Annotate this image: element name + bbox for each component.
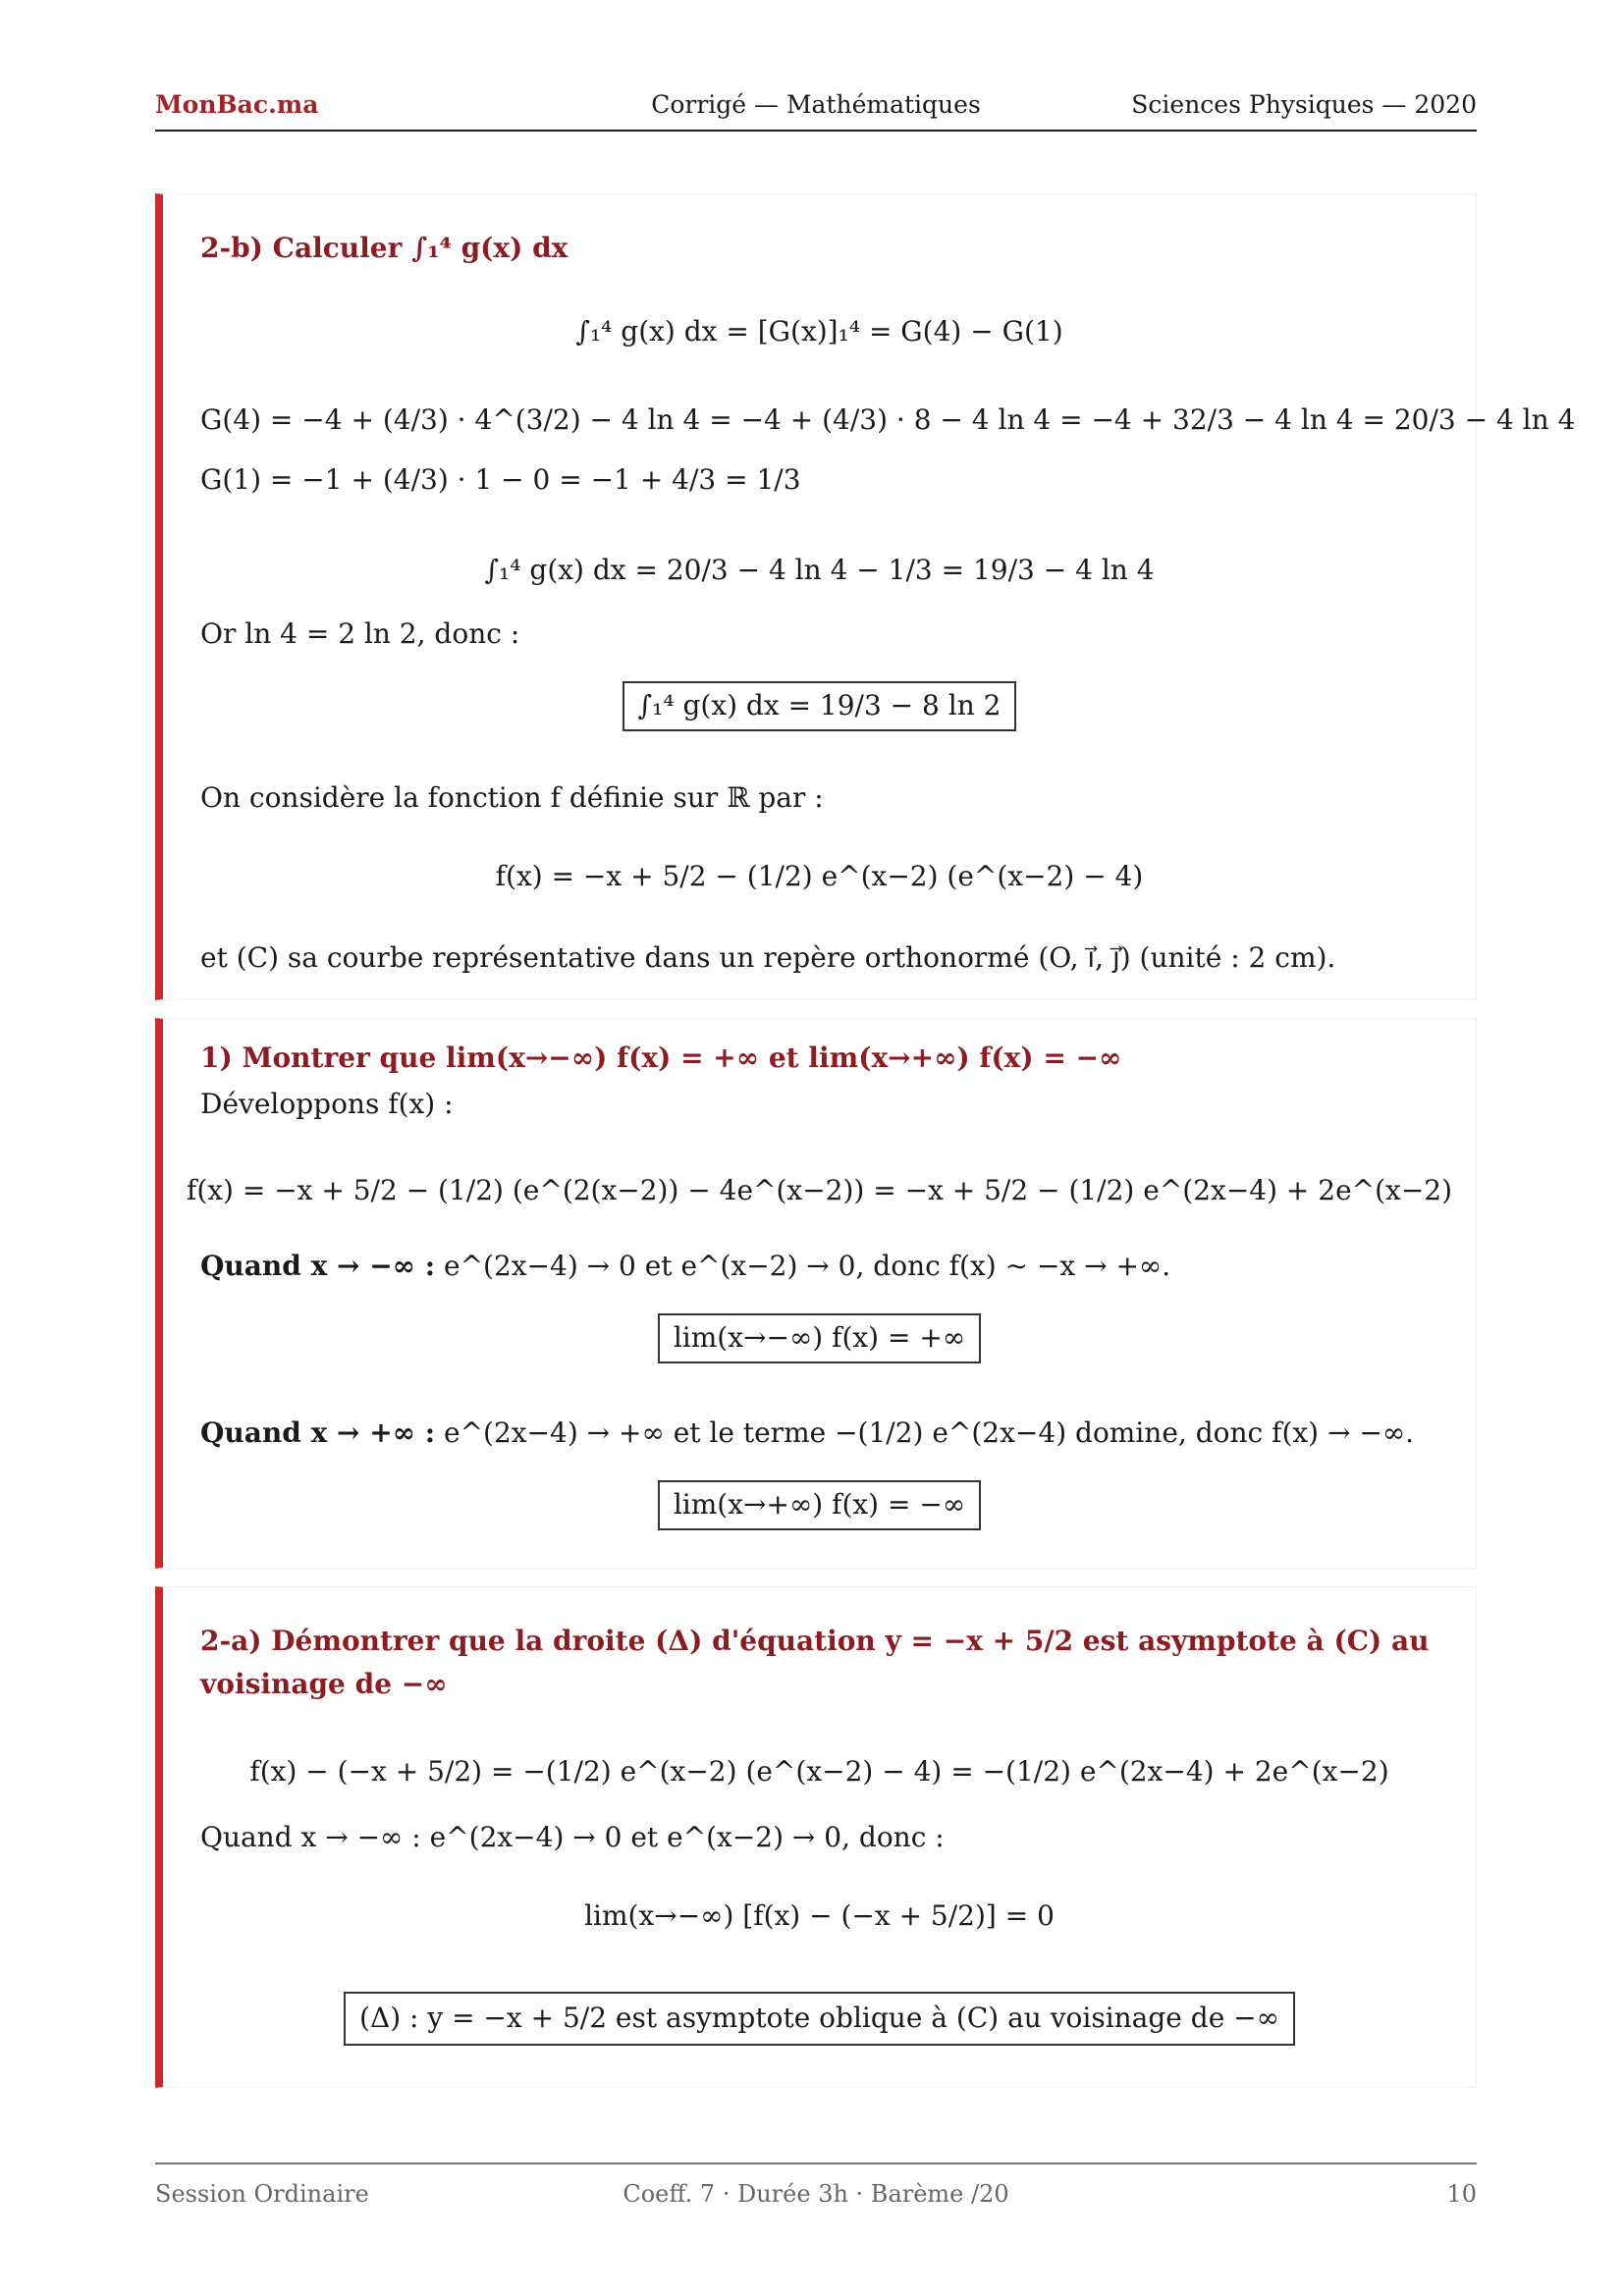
difference-limit: lim(x→−∞) [f(x) − (−x + 5/2)] = 0: [584, 1899, 1055, 1932]
integral-line-1: ∫₁⁴ g(x) dx = [G(x)]₁⁴ = G(4) − G(1): [575, 315, 1063, 347]
difference-formula: f(x) − (−x + 5/2) = −(1/2) e^(x−2) (e^(x−2) − 4) = −(1/2) e^(2x−4) + 2e^(x−2): [249, 1755, 1389, 1788]
case-plus-inf-text: e^(2x−4) → +∞ et le terme −(1/2) e^(2x−4) domine, donc f(x) → −∞.: [444, 1416, 1415, 1449]
g1-line: G(1) = −1 + (4/3) · 1 − 0 = −1 + 4/3 = 1/3: [200, 463, 801, 496]
footer-session: Session Ordinaire: [155, 2180, 369, 2208]
site-name: MonBac.ma: [155, 90, 319, 119]
curve-description: et (C) sa courbe représentative dans un repère orthonormé (O, i⃗, j⃗) (unité : 2 cm).: [200, 941, 1336, 974]
page-number: 10: [1446, 2180, 1477, 2208]
ln-note: Or ln 4 = 2 ln 2, donc :: [200, 617, 520, 650]
develop-intro: Développons f(x) :: [200, 1088, 454, 1120]
question-2b: 2-b) Calculer ∫₁⁴ g(x) dx: [200, 232, 568, 264]
page-footer: [155, 2163, 1477, 2214]
function-intro: On considère la fonction f définie sur ℝ par :: [200, 781, 824, 814]
integral-line-2: ∫₁⁴ g(x) dx = 20/3 − 4 ln 4 − 1/3 = 19/3 − 4 ln 4: [484, 554, 1155, 586]
section-limits: [155, 1018, 1477, 1569]
case-minus-inf-label: Quand x → −∞ :: [200, 1250, 436, 1282]
limit-result-2: lim(x→+∞) f(x) = −∞: [658, 1480, 981, 1530]
asymptote-result: (Δ) : y = −x + 5/2 est asymptote oblique à (C) au voisinage de −∞: [344, 1992, 1295, 2046]
develop-formula: f(x) = −x + 5/2 − (1/2) (e^(2(x−2)) − 4e^(x−2)) = −x + 5/2 − (1/2) e^(2x−4) + 2e^(x−2): [186, 1174, 1453, 1206]
question-2a-line1: 2-a) Démontrer que la droite (Δ) d'équation y = −x + 5/2 est asymptote à (C) au: [200, 1625, 1430, 1657]
page-header: [155, 90, 1477, 132]
footer-info: Coeff. 7 · Durée 3h · Barème /20: [623, 2180, 1009, 2208]
question-1: 1) Montrer que lim(x→−∞) f(x) = +∞ et lim(x→+∞) f(x) = −∞: [200, 1041, 1122, 1074]
case-plus-inf-label: Quand x → +∞ :: [200, 1416, 436, 1449]
difference-case: Quand x → −∞ : e^(2x−4) → 0 et e^(x−2) → 0, donc :: [200, 1821, 945, 1853]
function-definition: f(x) = −x + 5/2 − (1/2) e^(x−2) (e^(x−2) − 4): [495, 860, 1144, 892]
integral-result: ∫₁⁴ g(x) dx = 19/3 − 8 ln 2: [623, 681, 1017, 731]
case-minus-inf-text: e^(2x−4) → 0 et e^(x−2) → 0, donc f(x) ∼ −x → +∞.: [444, 1250, 1171, 1282]
limit-result-1: lim(x→−∞) f(x) = +∞: [658, 1313, 981, 1363]
section-integral: [155, 193, 1576, 1000]
header-subject: Corrigé — Mathématiques: [651, 90, 981, 119]
question-2a-line2: voisinage de −∞: [200, 1668, 448, 1700]
section-asymptote: [155, 1586, 1477, 2088]
header-exam: Sciences Physiques — 2020: [1131, 90, 1477, 119]
g4-line: G(4) = −4 + (4/3) · 4^(3/2) − 4 ln 4 = −4 + (4/3) · 8 − 4 ln 4 = −4 + 32/3 − 4 ln 4 = 20/3 − 4 ln 4: [200, 403, 1576, 436]
